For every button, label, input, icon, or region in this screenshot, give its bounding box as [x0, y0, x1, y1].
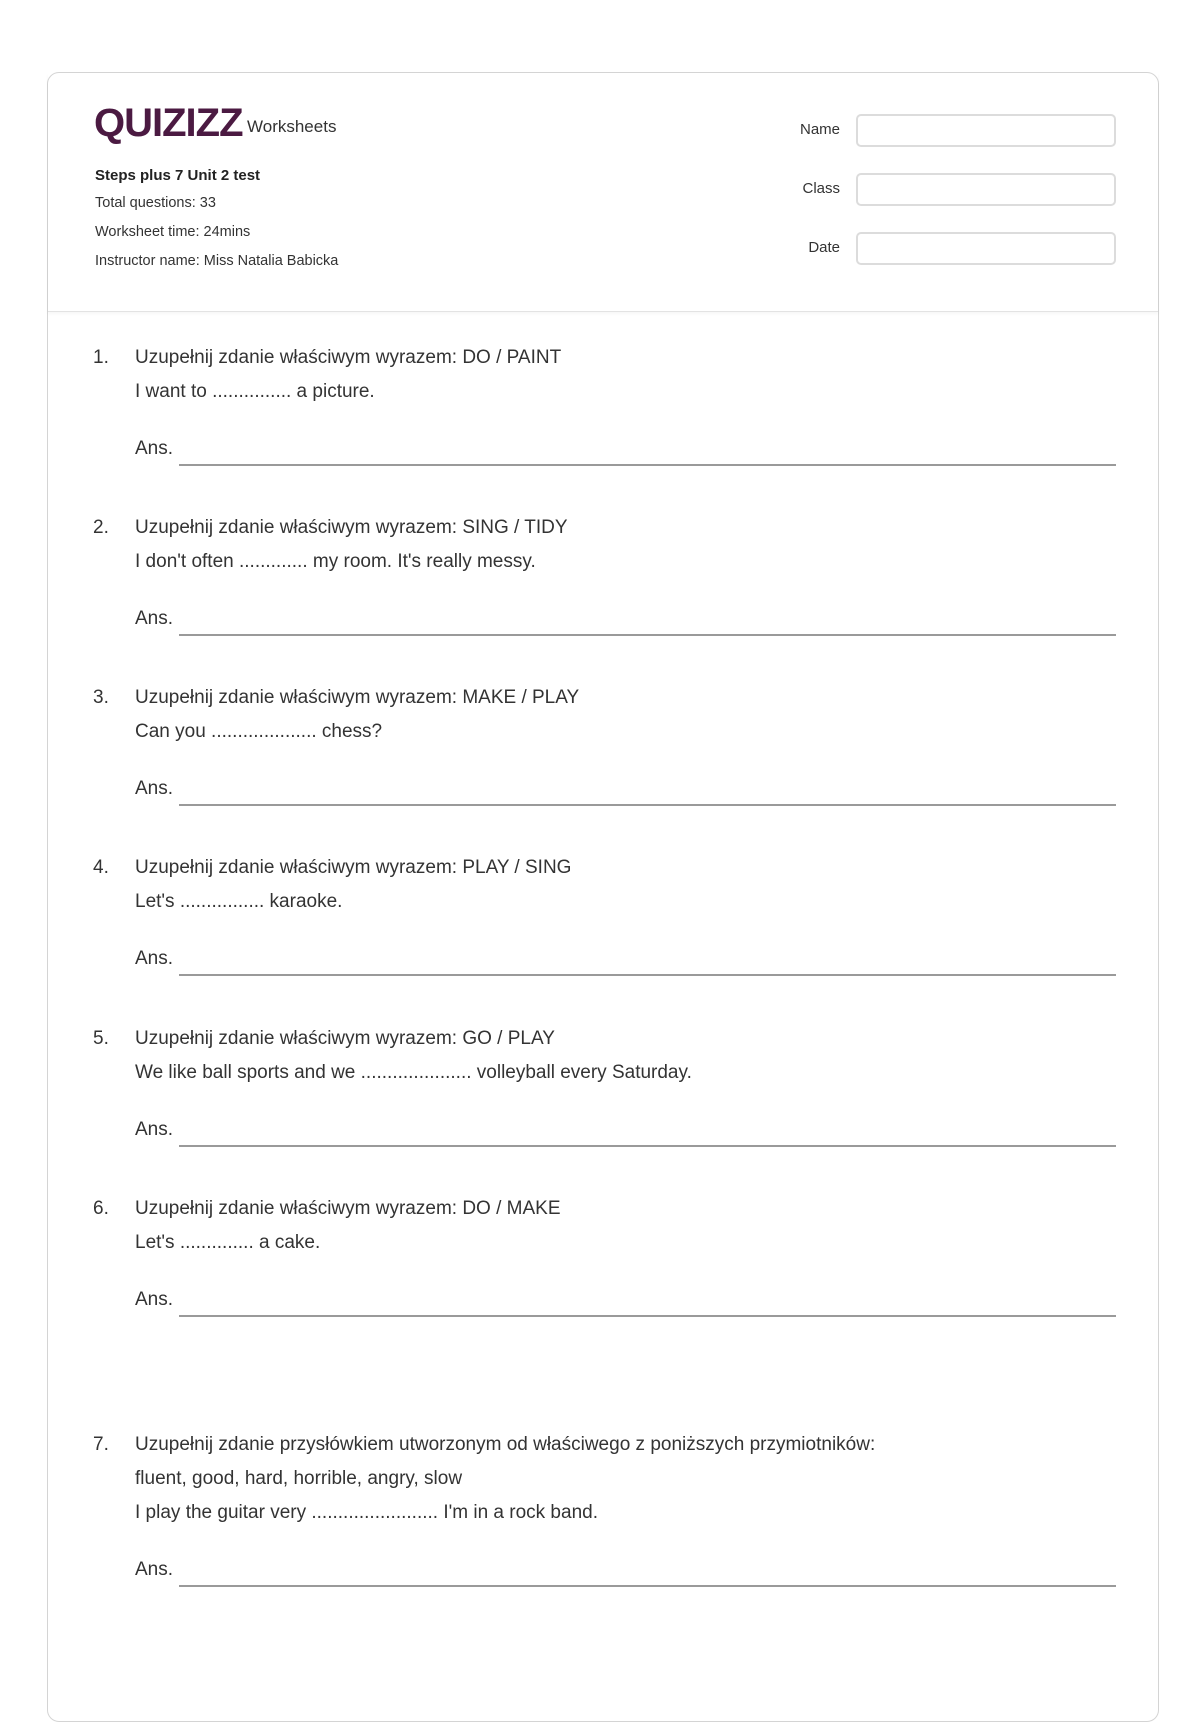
question-sentence: I don't often ............. my room. It's really messy. [135, 551, 536, 572]
answer-line[interactable] [179, 634, 1116, 636]
answer-line[interactable] [179, 804, 1116, 806]
class-label: Class [802, 180, 840, 197]
question-number: 7. [93, 1434, 109, 1455]
name-field[interactable] [856, 114, 1116, 147]
question-sentence: Let's .............. a cake. [135, 1232, 321, 1253]
question-word-options: fluent, good, hard, horrible, angry, slow [135, 1468, 463, 1489]
question-instruction: Uzupełnij zdanie przysłówkiem utworzonym od właściwego z poniższych przymiotników: [135, 1434, 876, 1455]
answer-line[interactable] [179, 1315, 1116, 1317]
question-instruction: Uzupełnij zdanie właściwym wyrazem: DO / MAKE [135, 1198, 561, 1219]
answer-label: Ans. [135, 1289, 174, 1310]
answer-label: Ans. [135, 1559, 174, 1580]
question-number: 5. [93, 1028, 109, 1049]
question-number: 6. [93, 1198, 109, 1219]
worksheet-title: Steps plus 7 Unit 2 test [95, 167, 261, 184]
date-label: Date [808, 239, 840, 256]
answer-line[interactable] [179, 974, 1116, 976]
worksheet-time: Worksheet time: 24mins [95, 224, 251, 240]
question-number: 1. [93, 347, 109, 368]
worksheet-header [48, 73, 1158, 312]
question-sentence: Can you .................... chess? [135, 721, 383, 742]
answer-label: Ans. [135, 608, 174, 629]
question-instruction: Uzupełnij zdanie właściwym wyrazem: MAKE / PLAY [135, 687, 580, 708]
question-sentence: We like ball sports and we ..................... volleyball every Saturday. [135, 1062, 692, 1083]
class-field[interactable] [856, 173, 1116, 206]
answer-line[interactable] [179, 464, 1116, 466]
answer-line[interactable] [179, 1585, 1116, 1587]
question-sentence: Let's ................ karaoke. [135, 891, 343, 912]
answer-label: Ans. [135, 438, 174, 459]
date-field[interactable] [856, 232, 1116, 265]
instructor-name: Instructor name: Miss Natalia Babicka [95, 253, 339, 269]
logo-subtitle: Worksheets [247, 117, 337, 136]
answer-line[interactable] [179, 1145, 1116, 1147]
question-number: 2. [93, 517, 109, 538]
question-instruction: Uzupełnij zdanie właściwym wyrazem: SING / TIDY [135, 517, 568, 538]
question-instruction: Uzupełnij zdanie właściwym wyrazem: GO / PLAY [135, 1028, 555, 1049]
question-instruction: Uzupełnij zdanie właściwym wyrazem: PLAY / SING [135, 857, 572, 878]
question-sentence: I play the guitar very ........................ I'm in a rock band. [135, 1502, 598, 1523]
quizizz-logo: QUIZIZZ [94, 101, 243, 145]
question-instruction: Uzupełnij zdanie właściwym wyrazem: DO / PAINT [135, 347, 562, 368]
total-questions: Total questions: 33 [95, 195, 216, 211]
question-sentence: I want to ............... a picture. [135, 381, 375, 402]
worksheet-page [47, 72, 1159, 1722]
name-label: Name [799, 121, 840, 138]
question-number: 3. [93, 687, 109, 708]
question-number: 4. [93, 857, 109, 878]
answer-label: Ans. [135, 778, 174, 799]
answer-label: Ans. [135, 948, 174, 969]
answer-label: Ans. [135, 1119, 174, 1140]
